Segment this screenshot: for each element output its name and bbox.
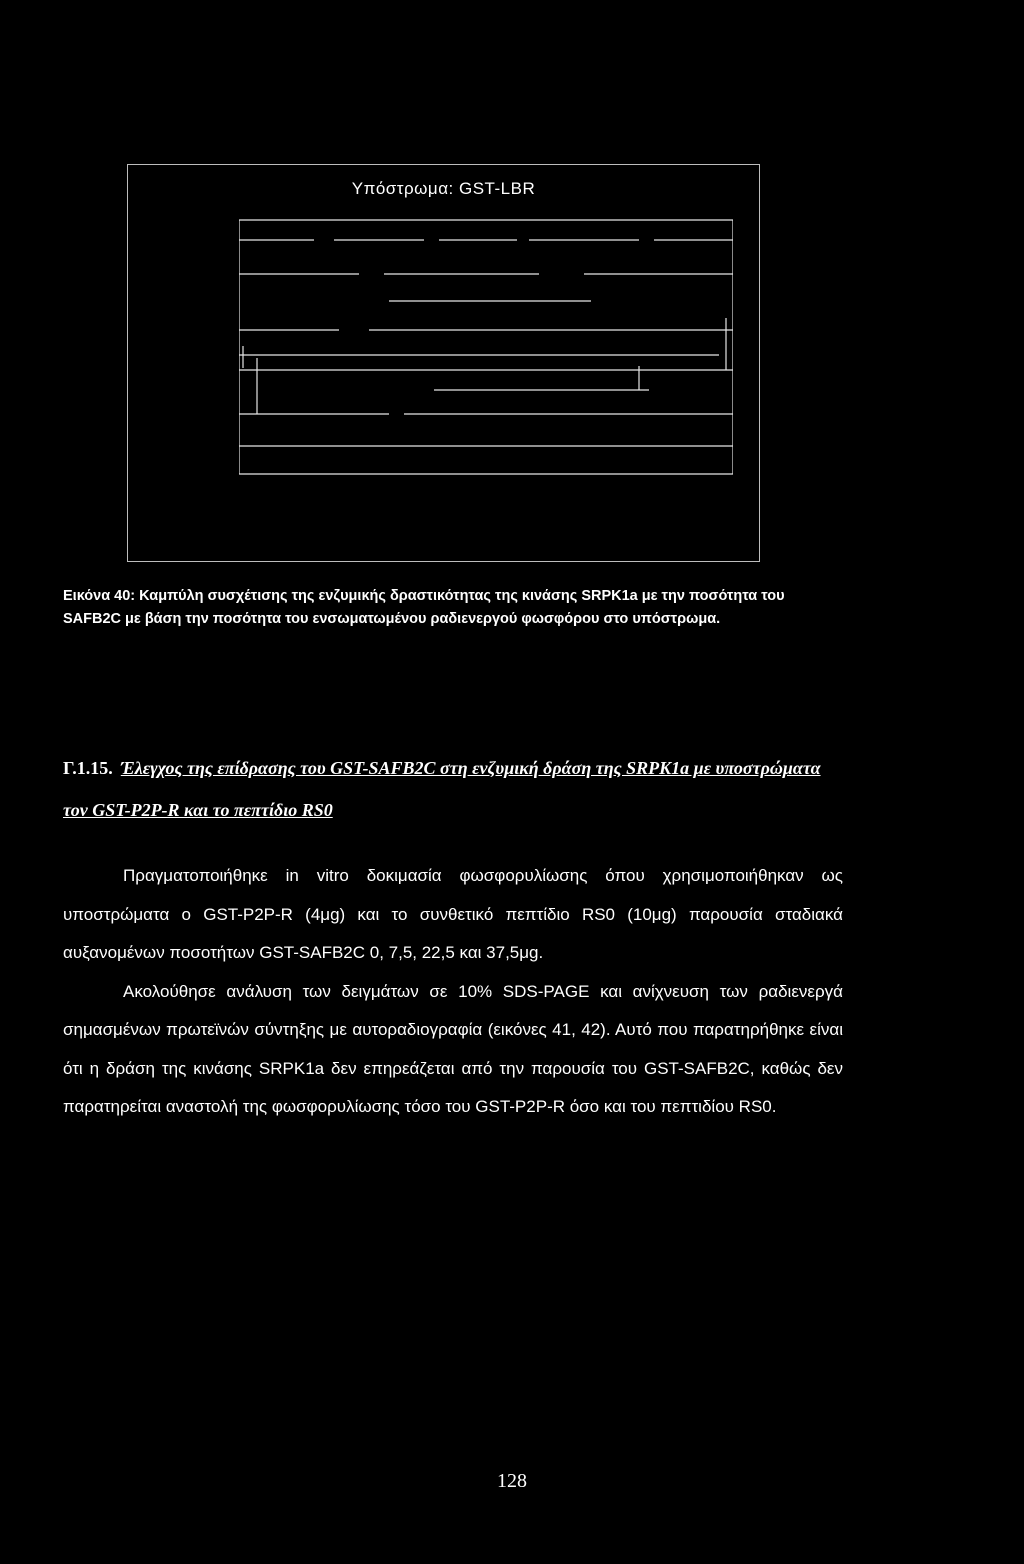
paragraph-1: Πραγματοποιήθηκε in vitro δοκιμασία φωσφορυλίωσης όπου χρησιμοποιήθηκαν ως υποστρώματα ο GST-P2P-R (4μg) και το συνθετικό πεπτίδιο RS0 (10μg) παρουσία σταδιακά αυξανομένων ποσοτήτων GST-SAFB2C 0, 7,5, 22,5 και 37,5μg. xyxy=(63,866,843,962)
caption-label: Εικόνα 40: xyxy=(63,588,136,604)
section-title: Έλεγχος της επίδρασης του GST-SAFB2C στη ενζυμική δράση της SRPK1a με υποστρώματα τον GST-P2P-R και το πεπτίδιο RS0 xyxy=(63,758,821,820)
section-heading xyxy=(63,747,843,831)
section-number: Γ.1.15. xyxy=(63,758,113,778)
page-number: 128 xyxy=(497,1470,527,1492)
figure-caption xyxy=(63,585,843,631)
figure-title: Υπόστρωμα: GST-LBR xyxy=(351,179,536,198)
paragraph-2: Ακολούθησε ανάλυση των δειγμάτων σε 10% SDS-PAGE και ανίχνευση των ραδιενεργά σημασμένων πρωτεϊνών σύντηξης με αυτοραδιογραφία (εικόνες 41, 42). Αυτό που παρατηρήθηκε είναι ότι η δράση της κινάσης SRPK1a δεν επηρεάζεται από την παρουσία του GST-SAFB2C, καθώς δεν παρατηρείται αναστολή της φωσφορυλίωσης τόσο του GST-P2P-R όσο και του πεπτιδίου RS0. xyxy=(63,981,843,1116)
body-text xyxy=(63,857,843,1127)
chart-graphic xyxy=(239,218,733,484)
caption-text: Καμπύλη συσχέτισης της ενζυμικής δραστικότητας της κινάσης SRPK1a με την ποσότητα του SAFB2C με βάση την ποσότητα του ενσωματωμένου ραδιενεργού φωσφόρου στο υπόστρωμα. xyxy=(63,588,785,627)
